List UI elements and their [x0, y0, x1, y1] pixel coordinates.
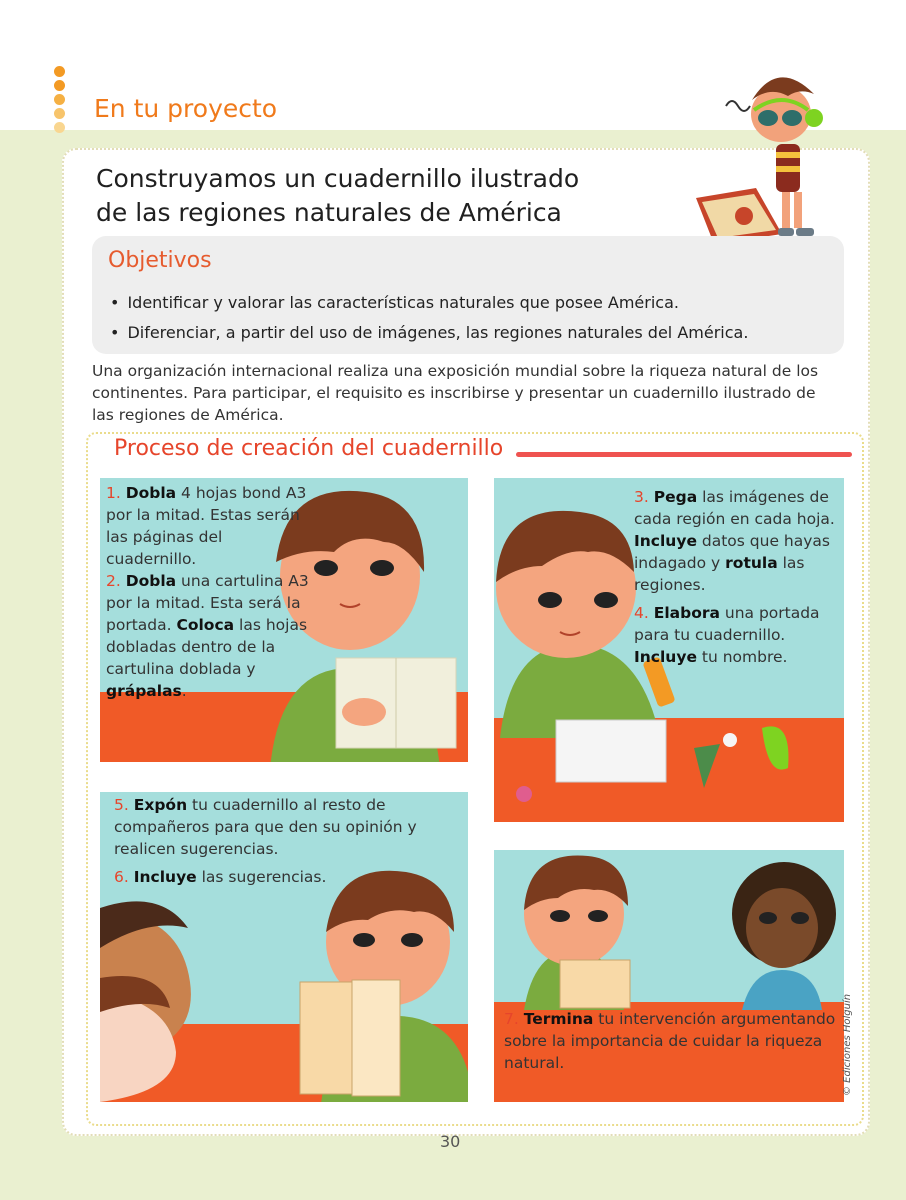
panel-1-text: 1. Dobla 4 hojas bond A3 por la mitad. Estas serán las páginas del cuadernillo. 2. Dobla una cartulina A3 por la mitad. Esta será la portada. Coloca las hojas dobladas dentro de la cartulina doblada y grápalas. — [106, 484, 309, 700]
panel-2-text: 3. Pega las imágenes de cada región en cada hoja. Incluye datos que hayas indagado y rotula las regiones. 4. Elabora una portada para tu cuadernillo. Incluye tu nombre. — [634, 488, 835, 666]
page-number: 30 — [440, 1132, 461, 1151]
main-title: Construyamos un cuadernillo ilustrado de las regiones naturales de América — [96, 164, 580, 227]
step-panel-1 — [100, 478, 468, 762]
list-item: • Diferenciar, a partir del uso de imágenes, las regiones naturales del América. — [110, 318, 830, 348]
list-item: • Identificar y valorar las características naturales que posee América. — [110, 288, 830, 318]
objectives-list — [110, 288, 830, 348]
mascot-illustration — [686, 48, 866, 248]
step-panel-2 — [494, 478, 844, 822]
section-header: En tu proyecto — [94, 94, 278, 123]
panel-4-text: 7. Termina tu intervención argumentando sobre la importancia de cuidar la riqueza natural. — [504, 1010, 836, 1072]
panel-3-text: 5. Expón tu cuadernillo al resto de compañeros para que den su opinión y realicen sugerencias. 6. Incluye las sugerencias. — [114, 796, 417, 886]
title-underline — [516, 452, 852, 457]
process-title: Proceso de creación del cuadernillo — [114, 436, 509, 461]
objectives-title: Objetivos — [108, 248, 212, 273]
music-note-icon — [726, 101, 750, 111]
decorative-dots — [54, 66, 68, 136]
step-panel-4 — [494, 850, 844, 1102]
copyright-note: © Ediciones Holguín — [842, 993, 853, 1096]
step-panel-3 — [100, 792, 468, 1102]
intro-paragraph: Una organización internacional realiza una exposición mundial sobre la riqueza natural de los continentes. Para participar, el requisito es inscribirse y presentar un cuadernillo ilustrado de las regiones de América. — [92, 362, 819, 424]
